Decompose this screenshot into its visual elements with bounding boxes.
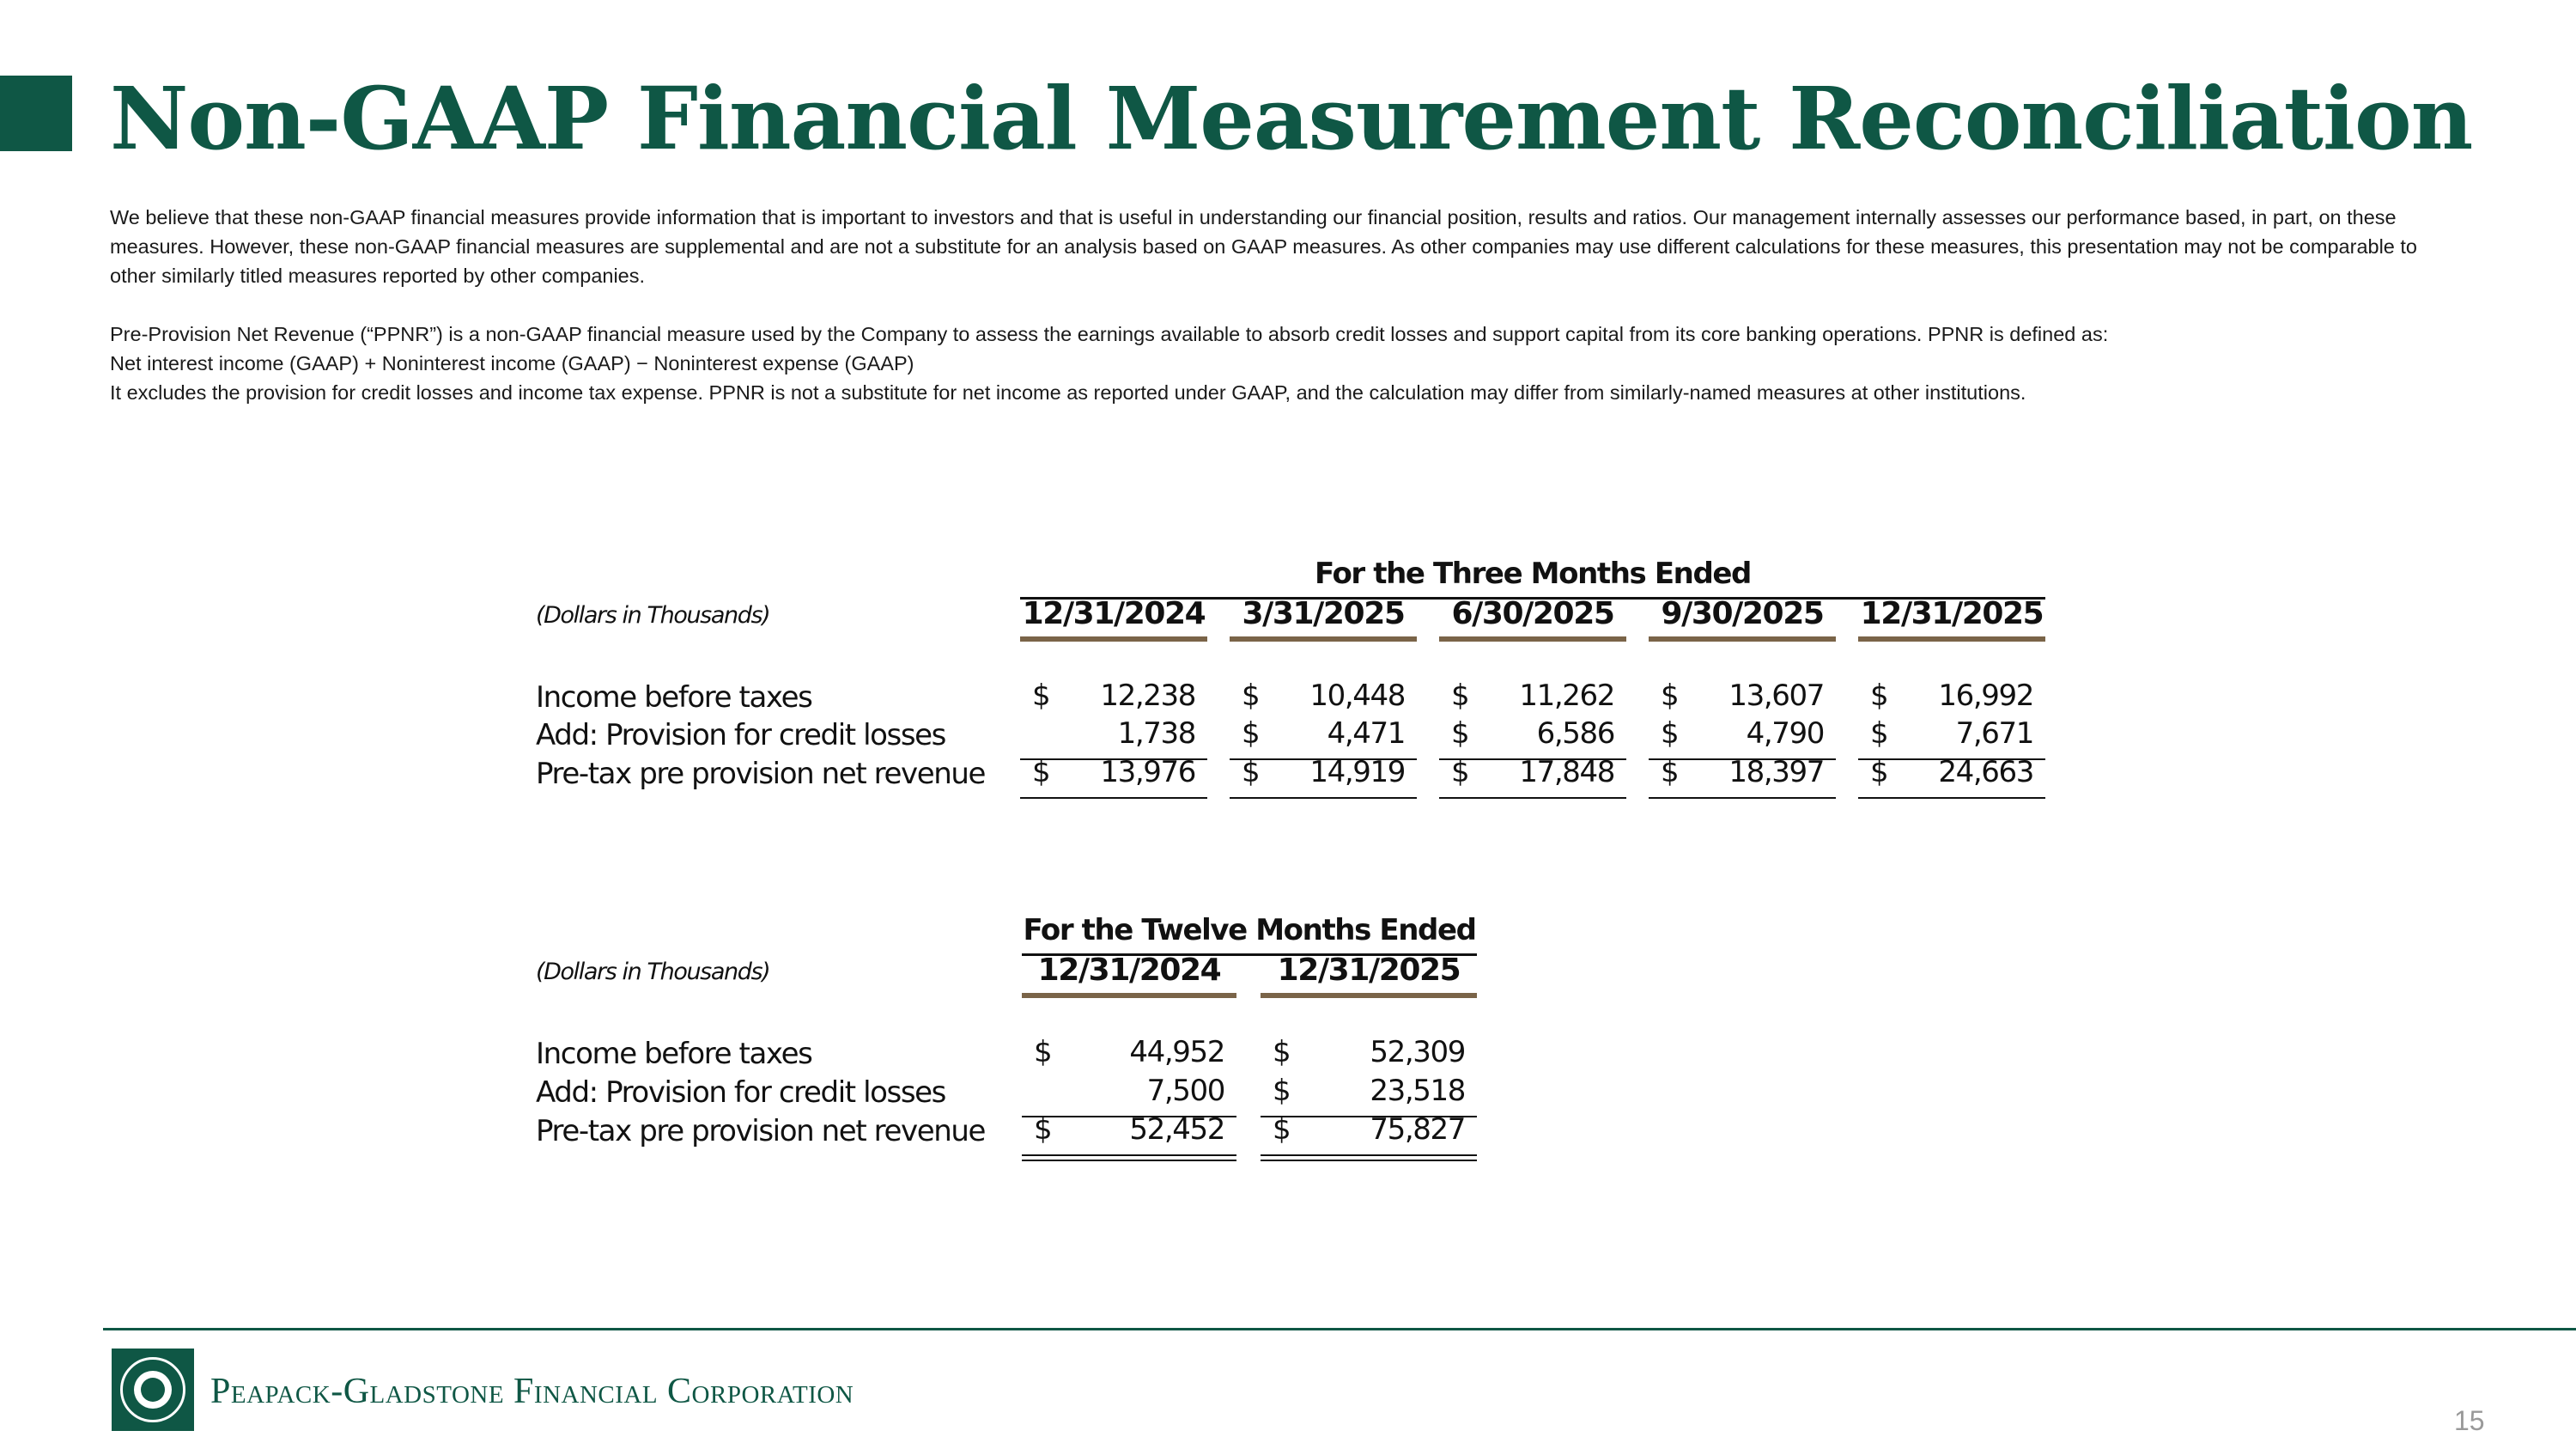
subtotal-rule xyxy=(1649,758,1836,760)
cell-value: 16,992 xyxy=(1938,679,2033,713)
subtotal-rule xyxy=(1230,758,1417,760)
cell-dollar-sign: $ xyxy=(1870,755,1888,789)
row-label: Income before taxes xyxy=(536,1037,812,1071)
column-header-underline xyxy=(1858,636,2045,642)
cell-dollar-sign: $ xyxy=(1661,679,1679,713)
column-header-date: 12/31/2024 xyxy=(1037,953,1221,988)
cell-value: 1,738 xyxy=(1117,716,1195,751)
cell-dollar-sign: $ xyxy=(1034,1035,1052,1069)
disclaimer-paragraph: We believe that these non-GAAP financial measures provide information that is important to investors and that is useful in understanding our financial position, results and ratios. Our management internally assesses our performance based, in part, on these measures. However, these non-GAAP financial measures are supplemental and are not a substitute for an analysis based on GAAP measures. As other companies may use different calculations for these measures, this presentation may not be comparable to other similarly titled measures reported by other companies. xyxy=(110,206,2417,287)
row-label: Add: Provision for credit losses xyxy=(536,1075,945,1110)
ppnr-definition xyxy=(110,320,2428,407)
row-label: Add: Provision for credit losses xyxy=(536,718,945,752)
subtotal-rule xyxy=(1020,758,1207,760)
cell-value: 23,518 xyxy=(1370,1074,1465,1108)
page-title: Non-GAAP Financial Measurement Reconciliation xyxy=(110,68,2473,169)
cell-dollar-sign: $ xyxy=(1032,755,1050,789)
cell-value: 10,448 xyxy=(1309,679,1405,713)
column-header-date: 6/30/2025 xyxy=(1451,596,1614,631)
cell-value: 7,671 xyxy=(1955,716,2033,751)
row-label: Pre-tax pre provision net revenue xyxy=(536,757,986,791)
ppnr-formula: Net interest income (GAAP) + Noninterest income (GAAP) − Noninterest expense (GAAP) xyxy=(110,352,914,374)
units-label: (Dollars in Thousands) xyxy=(536,959,770,985)
cell-value: 7,500 xyxy=(1146,1074,1224,1108)
cell-value: 6,586 xyxy=(1536,716,1614,751)
units-label: (Dollars in Thousands) xyxy=(536,602,770,629)
cell-dollar-sign: $ xyxy=(1273,1035,1291,1069)
row-label: Pre-tax pre provision net revenue xyxy=(536,1114,986,1148)
column-header-underline xyxy=(1020,636,1207,642)
column-header-date: 12/31/2025 xyxy=(1860,596,2044,631)
footer-rule xyxy=(103,1328,2576,1330)
ppnr-definition-line-3: It excludes the provision for credit losses and income tax expense. PPNR is not a substitute for net income as reported under GAAP, and the calculation may differ from similarly-named measures at other institutions. xyxy=(110,381,2026,404)
column-header-date: 12/31/2025 xyxy=(1277,953,1461,988)
company-seal-logo xyxy=(112,1349,194,1431)
column-header-underline xyxy=(1649,636,1836,642)
cell-dollar-sign: $ xyxy=(1273,1074,1291,1108)
cell-dollar-sign: $ xyxy=(1870,716,1888,751)
cell-value: 13,607 xyxy=(1728,679,1824,713)
total-rule xyxy=(1439,797,1626,799)
subtotal-rule xyxy=(1858,758,2045,760)
cell-value: 44,952 xyxy=(1129,1035,1224,1069)
cell-dollar-sign: $ xyxy=(1661,755,1679,789)
cell-value: 4,471 xyxy=(1327,716,1405,751)
cell-value: 18,397 xyxy=(1728,755,1824,789)
total-double-rule xyxy=(1261,1154,1477,1161)
cell-value: 75,827 xyxy=(1370,1112,1465,1147)
subtotal-rule xyxy=(1261,1116,1477,1117)
cell-dollar-sign: $ xyxy=(1034,1112,1052,1147)
cell-dollar-sign: $ xyxy=(1242,679,1260,713)
column-header-date: 12/31/2024 xyxy=(1022,596,1206,631)
cell-value: 11,262 xyxy=(1519,679,1614,713)
cell-dollar-sign: $ xyxy=(1451,716,1469,751)
cell-dollar-sign: $ xyxy=(1870,679,1888,713)
cell-value: 52,309 xyxy=(1370,1035,1465,1069)
cell-value: 24,663 xyxy=(1938,755,2033,789)
cell-value: 12,238 xyxy=(1100,679,1195,713)
group-header: For the Three Months Ended xyxy=(1315,557,1751,591)
total-rule xyxy=(1649,797,1836,799)
cell-value: 13,976 xyxy=(1100,755,1195,789)
column-header-underline xyxy=(1439,636,1626,642)
company-name: Peapack-Gladstone Financial Corporation xyxy=(210,1372,854,1411)
page-number: 15 xyxy=(2454,1405,2485,1436)
cell-dollar-sign: $ xyxy=(1451,755,1469,789)
column-header-underline xyxy=(1230,636,1417,642)
cell-dollar-sign: $ xyxy=(1273,1112,1291,1147)
column-header-date: 3/31/2025 xyxy=(1242,596,1405,631)
column-header-date: 9/30/2025 xyxy=(1661,596,1824,631)
group-header: For the Twelve Months Ended xyxy=(1023,913,1476,947)
column-header-underline xyxy=(1261,993,1477,998)
title-accent-square xyxy=(0,76,72,151)
cell-dollar-sign: $ xyxy=(1032,679,1050,713)
total-rule xyxy=(1020,797,1207,799)
column-header-underline xyxy=(1022,993,1236,998)
subtotal-rule xyxy=(1439,758,1626,760)
cell-value: 4,790 xyxy=(1746,716,1824,751)
cell-value: 52,452 xyxy=(1129,1112,1224,1147)
cell-value: 14,919 xyxy=(1309,755,1405,789)
total-double-rule xyxy=(1022,1154,1236,1161)
cell-dollar-sign: $ xyxy=(1661,716,1679,751)
cell-value: 17,848 xyxy=(1519,755,1614,789)
cell-dollar-sign: $ xyxy=(1451,679,1469,713)
total-rule xyxy=(1858,797,2045,799)
row-label: Income before taxes xyxy=(536,680,812,715)
cell-dollar-sign: $ xyxy=(1242,755,1260,789)
subtotal-rule xyxy=(1022,1116,1236,1117)
total-rule xyxy=(1230,797,1417,799)
ppnr-definition-line-1: Pre-Provision Net Revenue (“PPNR”) is a non-GAAP financial measure used by the Company to assess the earnings available to absorb credit losses and support capital from its core banking operations. PPNR is defined as: xyxy=(110,323,2109,345)
cell-dollar-sign: $ xyxy=(1242,716,1260,751)
